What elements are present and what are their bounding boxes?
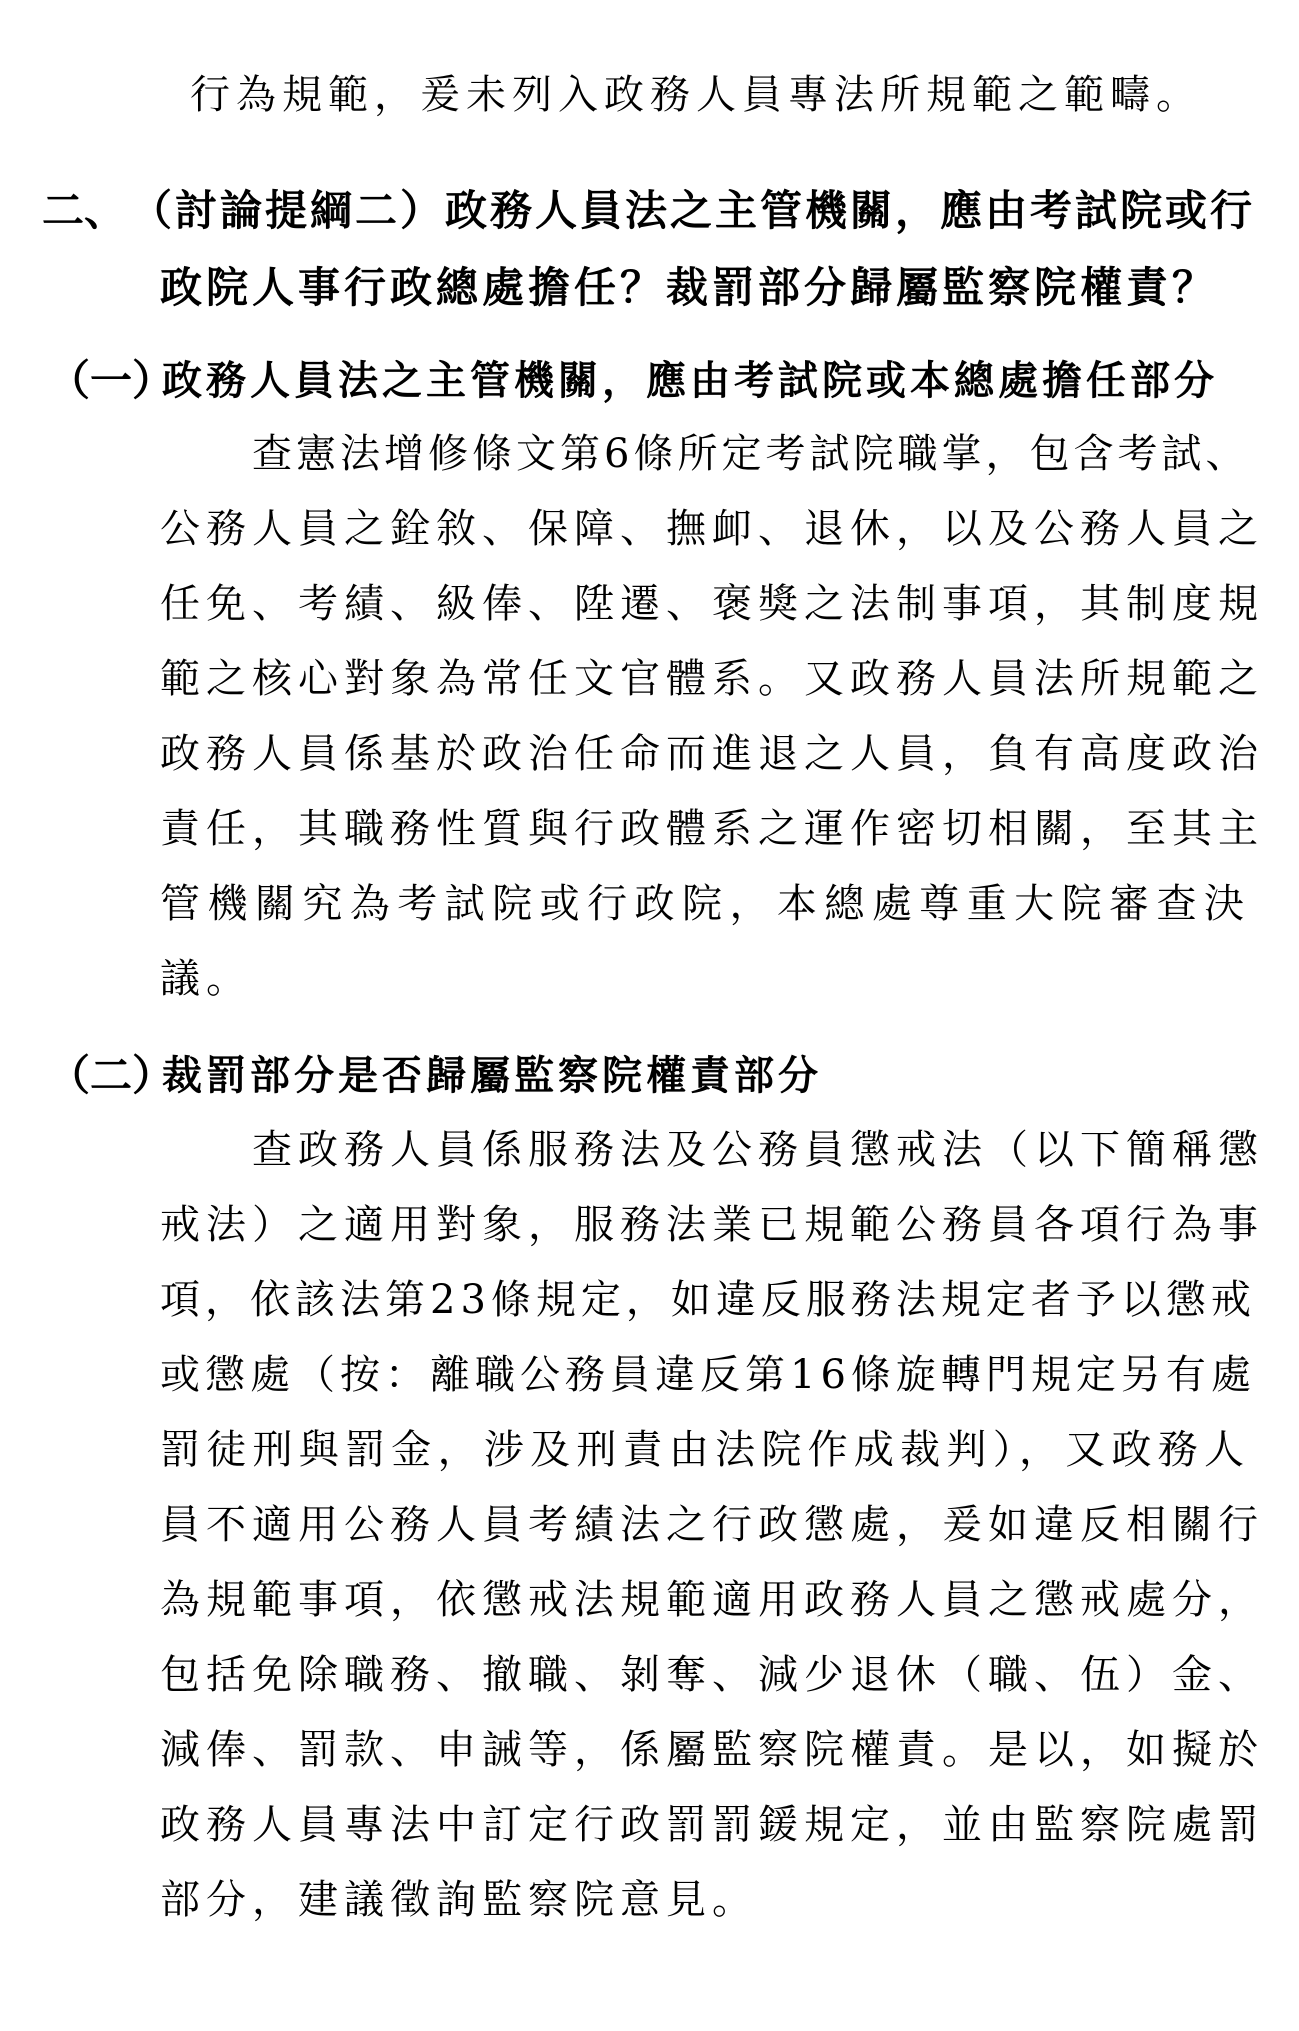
sub2-para-line: 為規範事項，依懲戒法規範適用政務人員之懲戒處分，: [160, 1577, 1264, 1623]
sub1-para-line: 查憲法增修條文第6條所定考試院職掌，包含考試、: [252, 431, 1250, 477]
sub2-para-line: 部分，建議徵詢監察院意見。: [160, 1877, 758, 1923]
sub2-para-line: 員不適用公務人員考績法之行政懲處，爰如違反相關行: [160, 1502, 1264, 1548]
sub1-heading: 政務人員法之主管機關，應由考試院或本總處擔任部分: [162, 358, 1218, 404]
sub2-para-line: 或懲處（按：離職公務員違反第16條旋轉門規定另有處: [160, 1352, 1256, 1398]
sub2-para-line: 包括免除職務、撤職、剝奪、減少退休（職、伍）金、: [160, 1652, 1264, 1698]
section2-marker: 二、: [42, 186, 127, 235]
sub2-para-line: 罰徒刑與罰金，涉及刑責由法院作成裁判），又政務人: [160, 1427, 1250, 1473]
sub2-para-line: 政務人員專法中訂定行政罰罰鍰規定，並由監察院處罰: [160, 1802, 1264, 1848]
sub2-para-line: 項，依該法第23條規定，如違反服務法規定者予以懲戒: [160, 1277, 1256, 1323]
sub2-para-line: 戒法）之適用對象，服務法業已規範公務員各項行為事: [160, 1202, 1264, 1248]
intro-line: 行為規範，爰未列入政務人員專法所規範之範疇。: [190, 72, 1202, 118]
section2-title-line2: 政院人事行政總處擔任？裁罰部分歸屬監察院權責？: [160, 263, 1219, 312]
sub1-para-line: 範之核心對象為常任文官體系。又政務人員法所規範之: [160, 656, 1264, 702]
sub1-para-line: 議。: [160, 956, 252, 1002]
sub1-para-line: 任免、考績、級俸、陞遷、褒獎之法制事項，其制度規: [160, 581, 1264, 627]
sub2-para-line: 減俸、罰款、申誡等，係屬監察院權責。是以，如擬於: [160, 1727, 1264, 1773]
sub2-para-line: 查政務人員係服務法及公務員懲戒法（以下簡稱懲: [252, 1127, 1264, 1173]
sub2-heading: 裁罰部分是否歸屬監察院權責部分: [162, 1053, 822, 1099]
sub1-para-line: 管機關究為考試院或行政院，本總處尊重大院審查決: [160, 881, 1250, 927]
sub1-para-line: 責任，其職務性質與行政體系之運作密切相關，至其主: [160, 806, 1264, 852]
section2-title-line1: （討論提綱二）政務人員法之主管機關，應由考試院或行: [130, 186, 1256, 235]
sub1-para-line: 政務人員係基於政治任命而進退之人員，負有高度政治: [160, 731, 1264, 777]
sub1-marker: （一）: [48, 356, 175, 405]
sub1-para-line: 公務人員之銓敘、保障、撫卹、退休，以及公務人員之: [160, 506, 1264, 552]
sub2-marker: （二）: [48, 1051, 175, 1100]
